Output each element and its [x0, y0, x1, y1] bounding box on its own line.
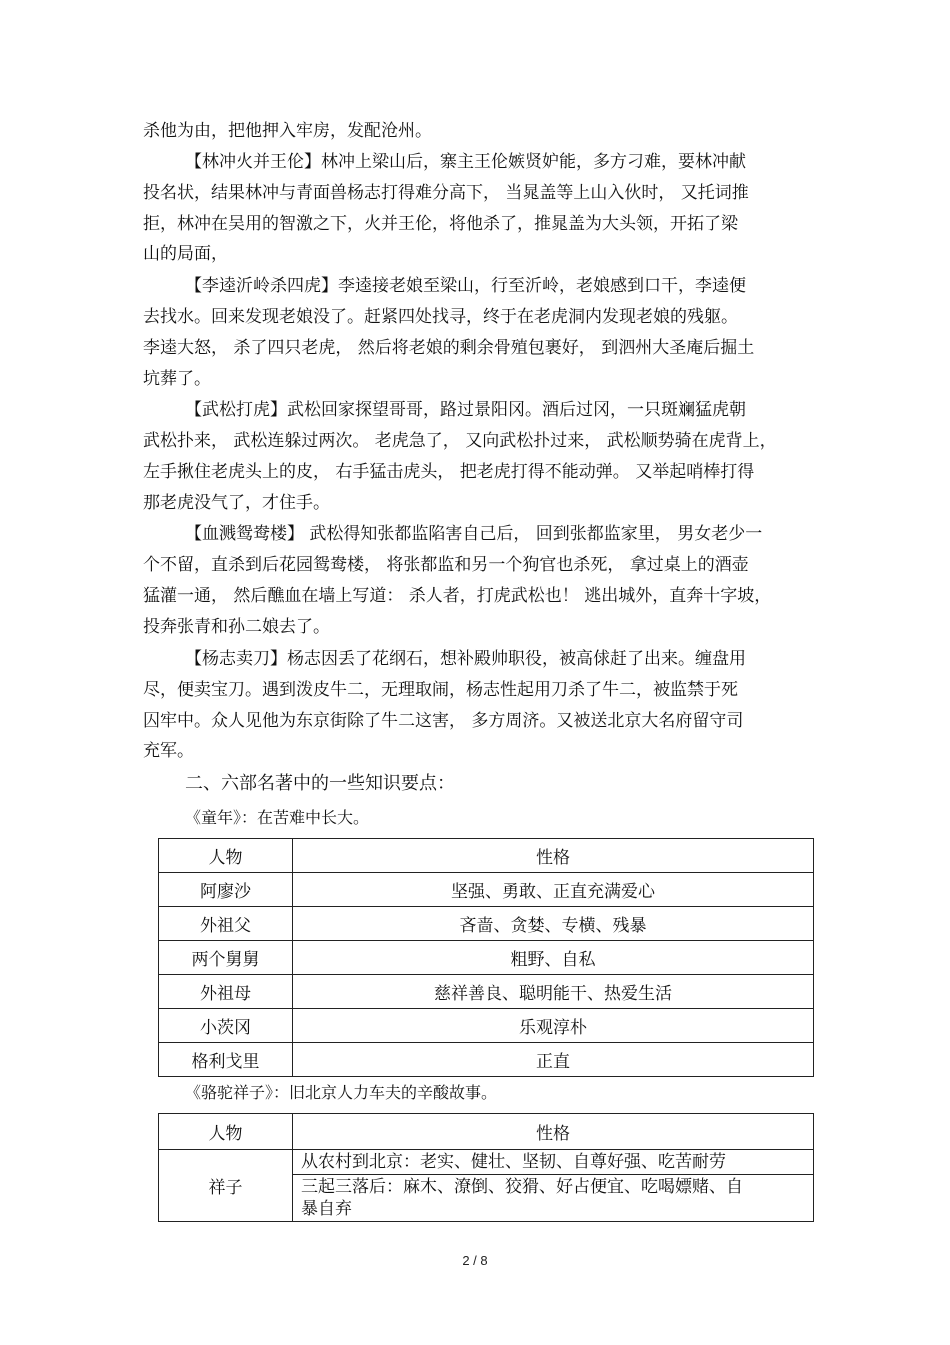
table-row	[159, 975, 814, 1009]
text-line: 猛灌一通， 然后醮血在墙上写道： 杀人者，打虎武松也！ 逃出城外，直奔十字坡，	[143, 586, 772, 606]
table-row	[159, 873, 814, 907]
text-line: 【血溅鸳鸯楼】 武松得知张都监陷害自己后， 回到张都监家里， 男女老少一	[185, 524, 763, 544]
header-cell: 人物	[159, 1114, 293, 1150]
character-cell: 两个舅舅	[159, 941, 293, 975]
text-line: 囚牢中。众人见他为东京街除了牛二这害， 多方周济。又被送北京大名府留守司	[143, 711, 744, 731]
text-line: 坑葬了。	[143, 369, 211, 389]
character-cell: 祥子	[159, 1150, 293, 1222]
trait-cell	[293, 1175, 814, 1222]
trait-cell: 坚强、勇敢、正直充满爱心	[293, 873, 814, 907]
trait-line: 暴自弃	[301, 1199, 352, 1219]
header-cell: 人物	[159, 839, 293, 873]
character-cell: 格利戈里	[159, 1043, 293, 1077]
text-line: 充军。	[143, 741, 194, 761]
text-line: 李逵大怒， 杀了四只老虎， 然后将老娘的剩余骨殖包裹好， 到泗州大圣庵后掘土	[143, 338, 755, 358]
trait-cell: 慈祥善良、聪明能干、热爱生活	[293, 975, 814, 1009]
character-cell: 外祖父	[159, 907, 293, 941]
text-line: 投名状，结果林冲与青面兽杨志打得难分高下， 当晁盖等上山入伙时， 又托词推	[143, 183, 749, 203]
book-title: 《骆驼祥子》：旧北京人力车夫的辛酸故事。	[185, 1083, 498, 1102]
header-cell: 性格	[293, 839, 814, 873]
trait-line: 三起三落后：麻木、潦倒、狡猾、好占便宜、吃喝嫖赌、自	[301, 1177, 743, 1197]
book-title: 《童年》：在苦难中长大。	[185, 808, 370, 827]
table-row	[159, 1150, 814, 1175]
trait-cell: 从农村到北京：老实、健壮、坚韧、自尊好强、吃苦耐劳	[293, 1150, 814, 1175]
table-row	[159, 907, 814, 941]
table-row	[159, 1043, 814, 1077]
text-line: 左手揪住老虎头上的皮， 右手猛击虎头， 把老虎打得不能动弹。 又举起哨棒打得	[143, 462, 755, 482]
trait-cell: 乐观淳朴	[293, 1009, 814, 1043]
text-line: 尽，便卖宝刀。遇到泼皮牛二，无理取闹，杨志性起用刀杀了牛二，被监禁于死	[143, 680, 738, 700]
header-cell: 性格	[293, 1114, 814, 1150]
trait-cell: 粗野、自私	[293, 941, 814, 975]
character-table-childhood	[158, 838, 814, 1077]
page-number: 2 / 8	[462, 1253, 488, 1268]
trait-cell: 正直	[293, 1043, 814, 1077]
text-line: 投奔张青和孙二娘去了。	[143, 617, 330, 637]
text-line: 【武松打虎】武松回家探望哥哥，路过景阳冈。酒后过冈，一只斑斓猛虎朝	[185, 400, 746, 420]
character-table-camel-xiangzi	[158, 1113, 814, 1222]
text-line: 杀他为由，把他押入牢房，发配沧州。	[143, 121, 432, 141]
table-row	[159, 1009, 814, 1043]
text-line: 拒，林冲在吴用的智激之下，火并王伦，将他杀了，推晁盖为大头领，开拓了梁	[143, 214, 738, 234]
section-heading: 二、六部名著中的一些知识要点：	[185, 773, 455, 794]
text-line: 【李逵沂岭杀四虎】李逵接老娘至梁山，行至沂岭，老娘感到口干，李逵便	[185, 276, 746, 296]
text-line: 去找水。回来发现老娘没了。赶紧四处找寻，终于在老虎洞内发现老娘的残躯。	[143, 307, 738, 327]
table-header-row	[159, 839, 814, 873]
character-cell: 阿廖沙	[159, 873, 293, 907]
character-cell: 小茨冈	[159, 1009, 293, 1043]
trait-cell: 吝啬、贪婪、专横、残暴	[293, 907, 814, 941]
table-row	[159, 941, 814, 975]
text-line: 个不留，直杀到后花园鸳鸯楼， 将张都监和另一个狗官也杀死， 拿过桌上的酒壶	[143, 555, 749, 575]
character-cell: 外祖母	[159, 975, 293, 1009]
text-line: 那老虎没气了，才住手。	[143, 493, 330, 513]
text-line: 【林冲火并王伦】林冲上梁山后，寨主王伦嫉贤妒能，多方刁难，要林冲献	[185, 152, 746, 172]
text-line: 武松扑来， 武松连躲过两次。 老虎急了， 又向武松扑过来， 武松顺势骑在虎背上，	[143, 431, 777, 451]
text-line: 【杨志卖刀】杨志因丢了花纲石，想补殿帅职役，被高俅赶了出来。缠盘用	[185, 649, 746, 669]
text-line: 山的局面，	[143, 244, 228, 264]
table-header-row	[159, 1114, 814, 1150]
